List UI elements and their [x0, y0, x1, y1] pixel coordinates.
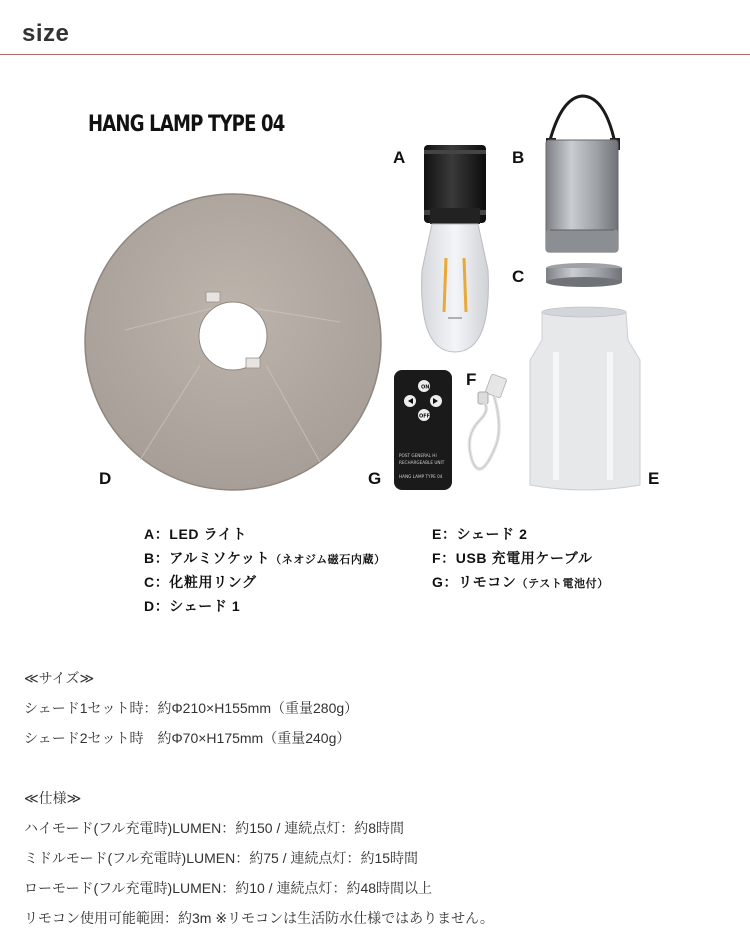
remote-text-line-2: RECHARGEABLE UNIT: [399, 460, 445, 465]
legend-item-d: [144, 596, 240, 616]
product-parts-illustration: [80, 90, 680, 510]
section-title: size: [22, 20, 70, 47]
legend-text: E：シェード 2: [432, 526, 528, 542]
remote-text-line-1: POST GENERAL HI: [399, 453, 437, 458]
legend-note: （ネオジム磁石内蔵）: [270, 554, 386, 566]
remote-off-button: OFF: [419, 413, 431, 420]
part-label-b: B: [512, 148, 525, 167]
spec-line-1: ハイモード(フル充電時)LUMEN：約150 / 連続点灯：約8時間: [24, 820, 405, 836]
spec-line-4: リモコン使用可能範囲：約3m ※リモコンは生活防水仕様ではありません。: [24, 910, 494, 926]
legend-item-e: [432, 524, 528, 544]
part-label-e: E: [648, 469, 660, 488]
legend-text: D：シェード 1: [144, 598, 241, 614]
legend-text: F：USB 充電用ケーブル: [432, 550, 593, 566]
legend-text: B：アルミソケット: [144, 550, 271, 566]
legend-item-f: [432, 548, 593, 568]
spec-heading: ≪仕様≫: [24, 790, 82, 806]
header-divider: [0, 54, 750, 55]
part-label-c: C: [512, 267, 525, 286]
remote-on-button: ON: [421, 384, 430, 391]
shade-1-disc: [85, 194, 381, 490]
legend-note: （テスト電池付）: [516, 578, 609, 590]
led-light: [422, 145, 489, 352]
legend-text: A：LED ライト: [144, 526, 247, 542]
legend-text: C：化粧用リング: [144, 574, 257, 590]
size-line-2: シェード2セット時 約Φ70×H175mm（重量240g）: [24, 730, 351, 746]
legend-item-g: [432, 572, 609, 592]
remote-text-line-3: HANG LAMP TYPE 04: [399, 474, 443, 479]
spec-line-2: ミドルモード(フル充電時)LUMEN：約75 / 連続点灯：約15時間: [24, 850, 419, 866]
size-line-1: シェード1セット時：約Φ210×H155mm（重量280g）: [24, 700, 359, 716]
product-title: HANG LAMP TYPE 04: [88, 112, 285, 137]
aluminum-socket: [546, 96, 620, 252]
part-label-d: D: [99, 469, 112, 488]
legend-text: G：リモコン: [432, 574, 517, 590]
part-label-g: G: [368, 469, 382, 488]
part-label-f: F: [466, 370, 477, 389]
shade-2-glass: [530, 307, 640, 490]
legend-item-a: [144, 524, 247, 544]
decorative-ring: [546, 263, 622, 287]
legend-item-b: [144, 548, 386, 568]
spec-line-3: ローモード(フル充電時)LUMEN：約10 / 連続点灯：約48時間以上: [24, 880, 433, 896]
part-label-a: A: [393, 148, 406, 167]
legend-item-c: [144, 572, 257, 592]
remote-control: [394, 370, 452, 490]
page-header: [0, 0, 750, 56]
size-heading: ≪サイズ≫: [24, 670, 95, 686]
